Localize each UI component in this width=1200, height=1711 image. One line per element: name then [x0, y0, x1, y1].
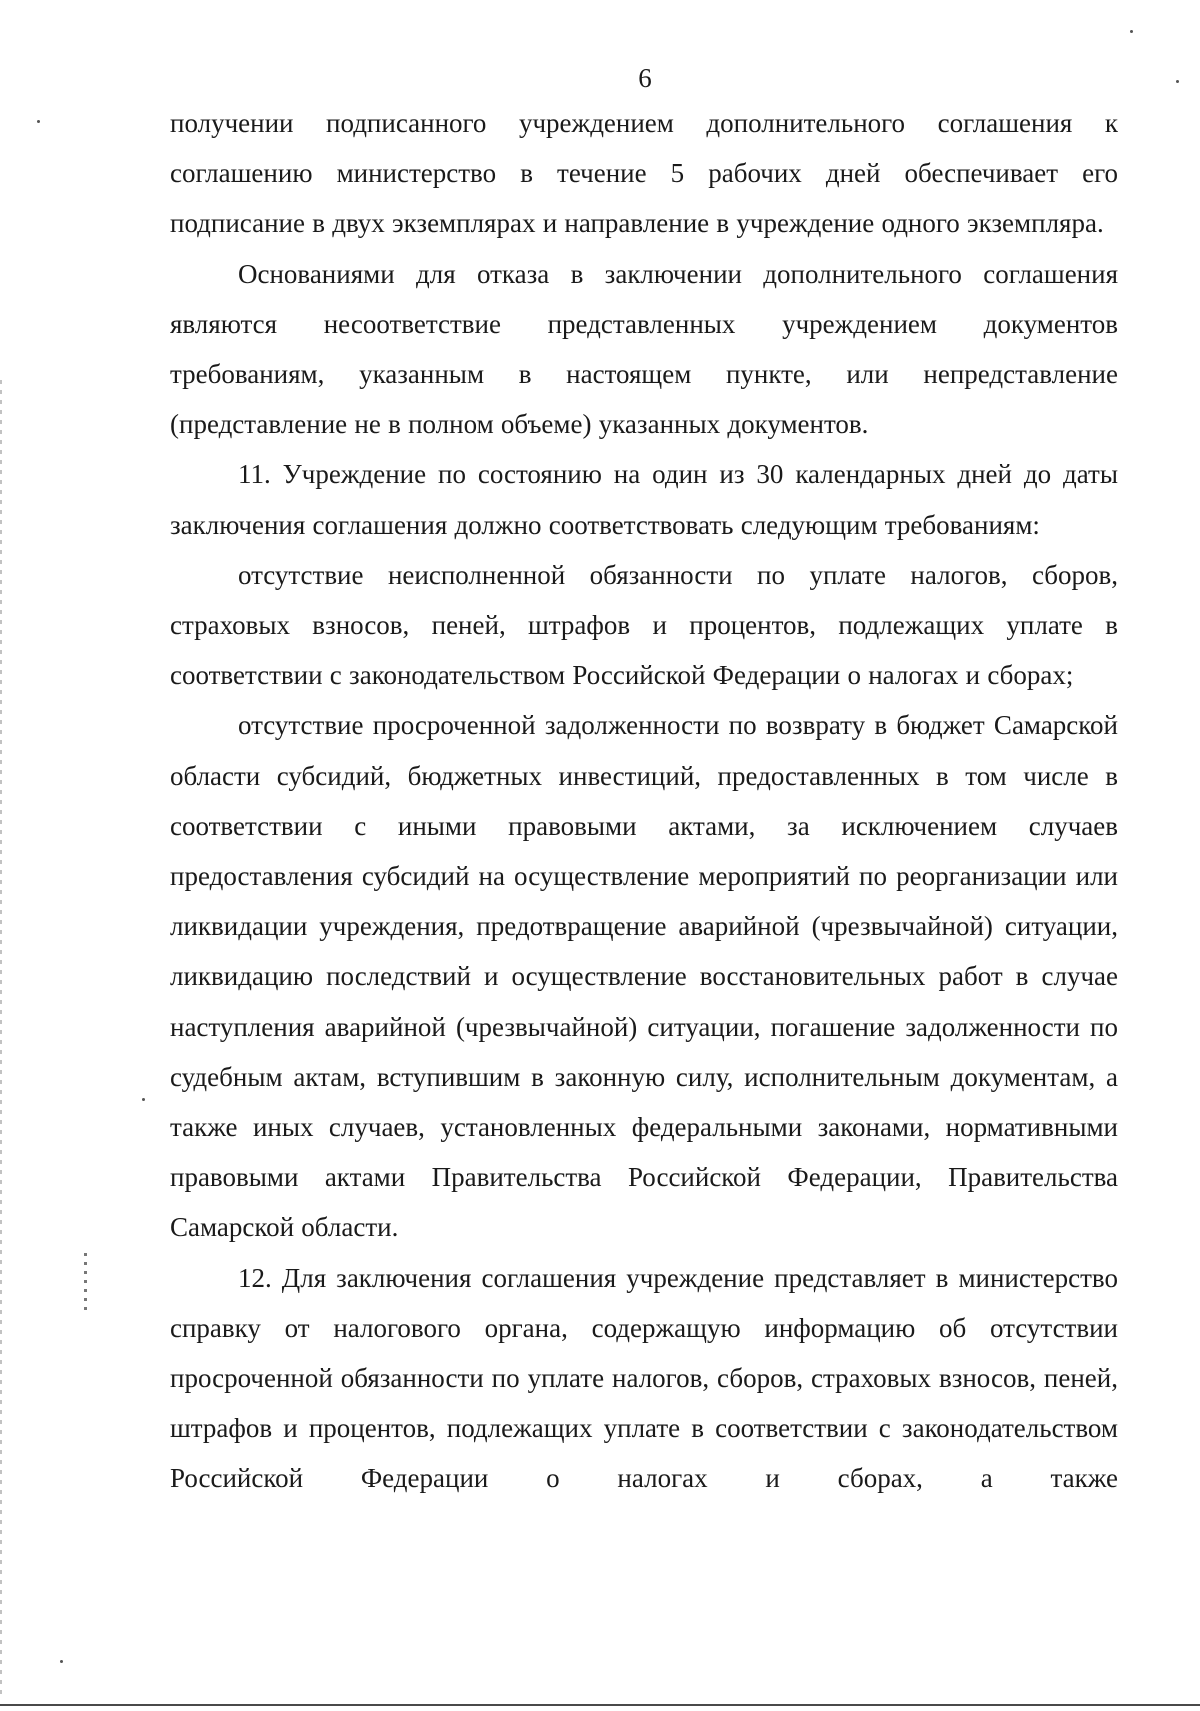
scan-speck	[1130, 30, 1133, 33]
paragraph-3: 11. Учреждение по состоянию на один из 30 календарных дней до даты заключения соглашения должно соответствовать следующим требованиям:	[170, 459, 1118, 540]
scan-dots-artifact	[84, 1253, 87, 1313]
scan-speck	[60, 1660, 63, 1663]
paragraph-5: отсутствие просроченной задолженности по возврату в бюджет Самарской области субсидий, бюджетных инвестиций, предоставленных в том числе в соответствии с иными правовыми актами, за исключением случаев предоставления субсидий на осуществление мероприятий по реорганизации или ликвидации учреждения, предотвращение аварийной (чрезвычайной) ситуации, ликвидацию последствий и осуществление восстановительных работ в случае наступления аварийной (чрезвычайной) ситуации, погашение задолженности по судебным актам, вступившим в законную силу, исполнительным документам, а также иных случаев, установленных федеральными законами, нормативными правовыми актами Правительства Российской Федерации, Правительства Самарской области.	[170, 710, 1118, 1243]
paragraph-4: отсутствие неисполненной обязанности по уплате налогов, сборов, страховых взносов, пеней, штрафов и процентов, подлежащих уплате в соответствии с законодательством Российской Федерации о налогах и сборах;	[170, 559, 1118, 691]
scan-speck	[37, 120, 40, 123]
paragraph-6: 12. Для заключения соглашения учреждение представляет в министерство справку от налогового органа, содержащую информацию об отсутствии просроченной обязанности по уплате налогов, сборов, страховых взносов, пеней, штрафов и процентов, подлежащих уплате в соответствии с законодательством Российской Федерации о налогах и сборах, а также	[170, 1262, 1118, 1494]
scan-speck	[1176, 80, 1179, 83]
scan-edge-artifact	[0, 380, 2, 1700]
bottom-scan-rule	[0, 1704, 1200, 1706]
paragraph-1: получении подписанного учреждением дополнительного соглашения к соглашению министерство в течение 5 рабочих дней обеспечивает его подписание в двух экземплярах и направление в учреждение одного экземпляра.	[170, 108, 1118, 239]
document-body	[170, 98, 1118, 1504]
paragraph-2: Основаниями для отказа в заключении дополнительного соглашения являются несоответствие представленных учреждением документов требованиям, указанным в настоящем пункте, или непредставление (представление не в полном объеме) указанных документов.	[170, 258, 1118, 440]
page-number: 6	[638, 63, 652, 93]
scan-speck	[142, 1098, 145, 1101]
